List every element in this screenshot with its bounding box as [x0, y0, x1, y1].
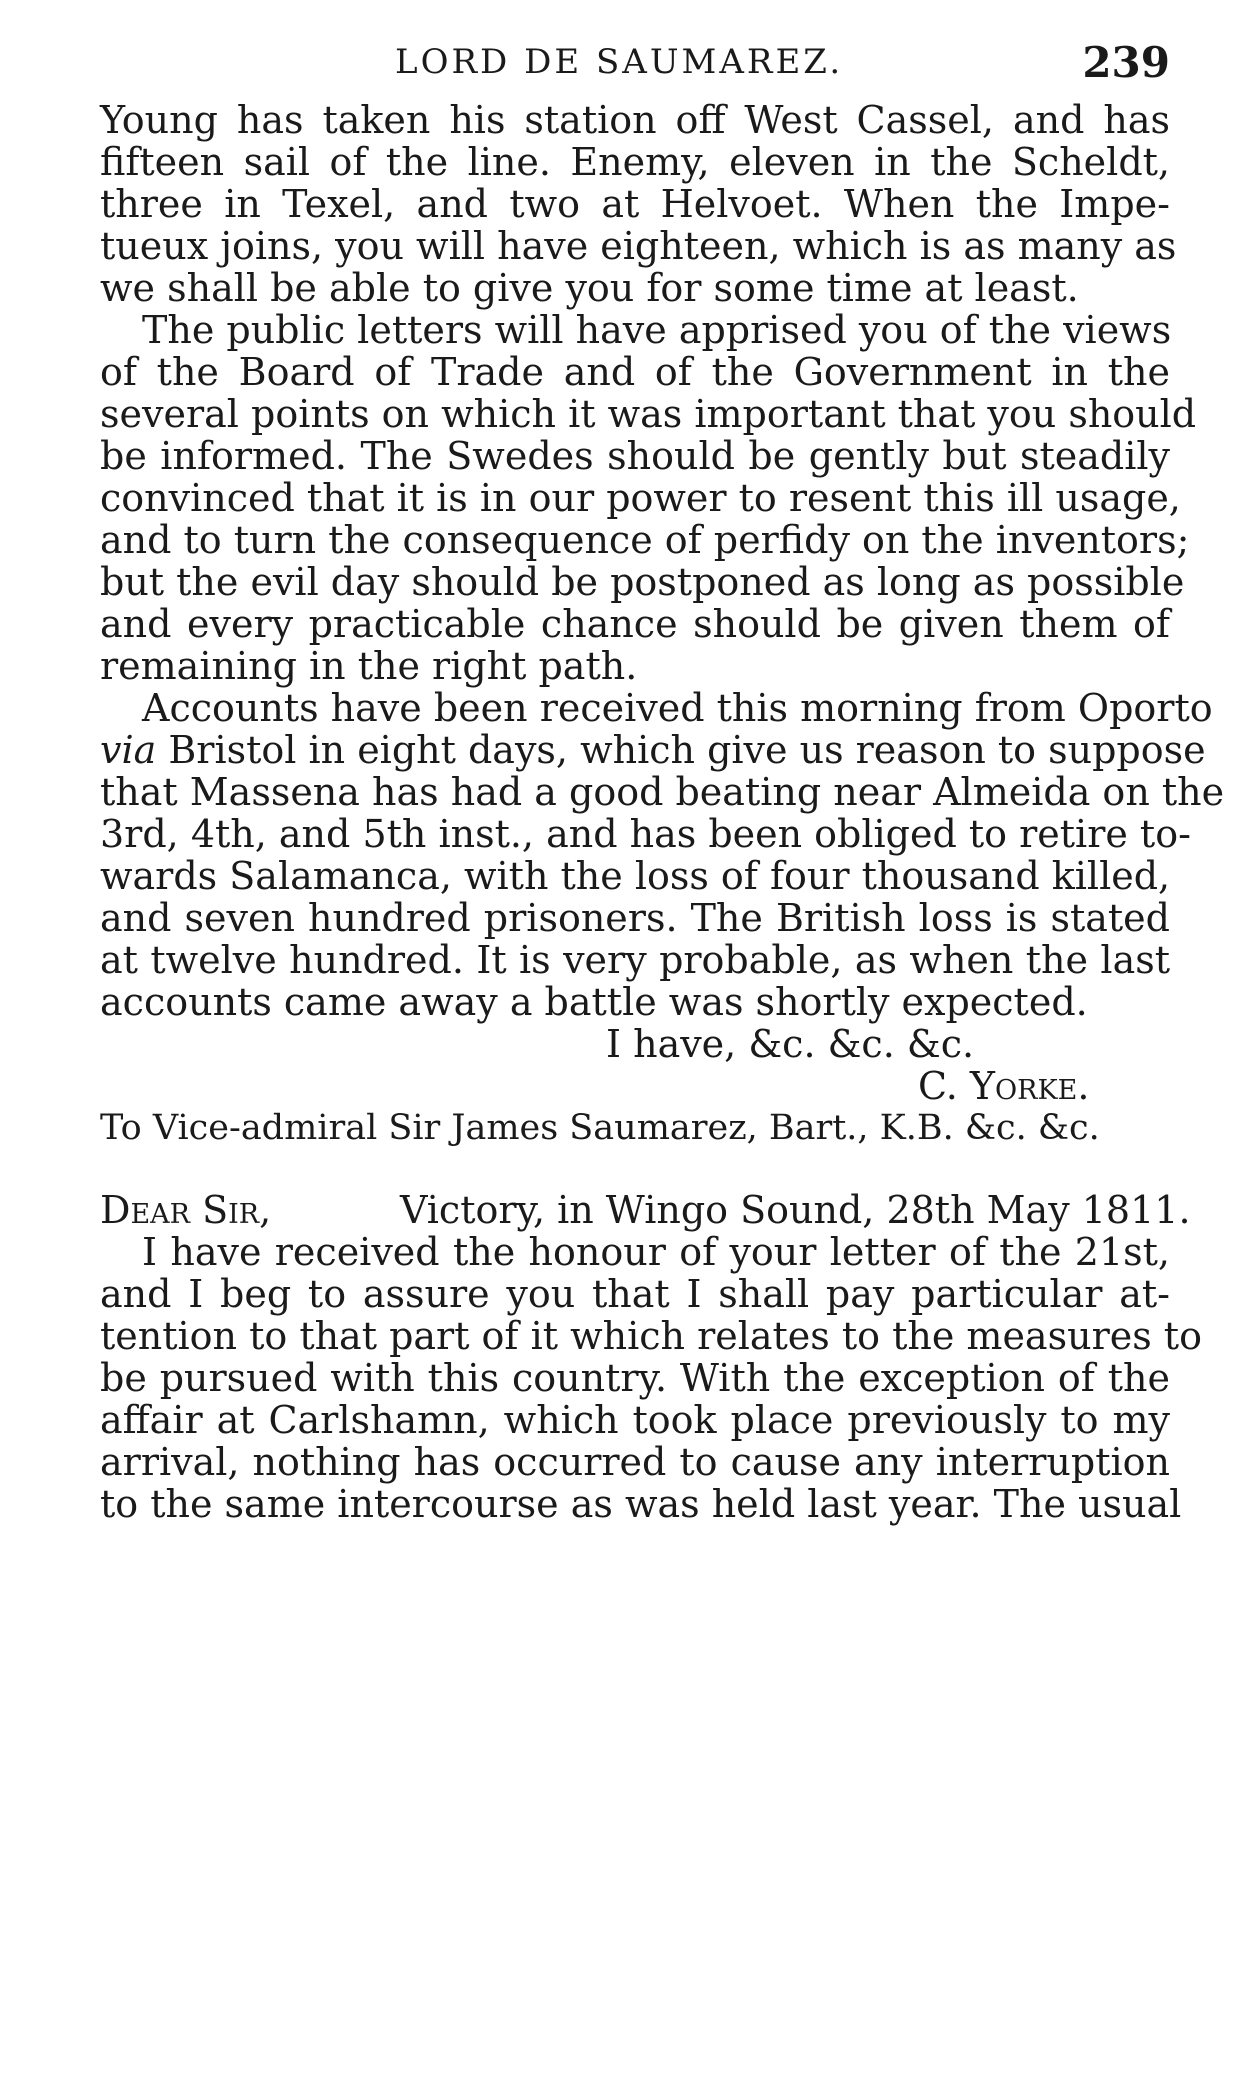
- text-line: at twelve hundred. It is very probable, as when the last: [100, 938, 1170, 982]
- text-line: several points on which it was important that you should: [100, 392, 1197, 436]
- text-line: be informed. The Swedes should be gently but steadily: [100, 434, 1170, 478]
- text-line: I have received the honour of your letter of the 21st,: [142, 1230, 1170, 1274]
- text-line: Young has taken his station off West Cassel, and has: [100, 98, 1170, 142]
- text-line: arrival, nothing has occurred to cause any interruption: [100, 1440, 1170, 1484]
- text-line: wards Salamanca, with the loss of four thousand killed,: [100, 854, 1171, 898]
- text-line: tueux joins, you will have eighteen, which is as many as: [100, 224, 1177, 268]
- signature-name: Yorke.: [969, 1064, 1090, 1108]
- text-line: Accounts have been received this morning from Oporto: [142, 686, 1213, 730]
- text-line: fifteen sail of the line. Enemy, eleven in the Scheldt,: [100, 140, 1170, 184]
- text-line: remaining in the right path.: [100, 644, 638, 688]
- text-line: and I beg to assure you that I shall pay particular at-: [100, 1272, 1170, 1316]
- letter-address: To Vice-admiral Sir James Saumarez, Bart., K.B. &c. &c.: [100, 1108, 1100, 1148]
- letter-closing: I have, &c. &c. &c.: [606, 1022, 975, 1066]
- text-line: accounts came away a battle was shortly expected.: [100, 980, 1088, 1024]
- text-line: The public letters will have apprised you of the views: [142, 308, 1172, 352]
- text-line: and seven hundred prisoners. The British loss is stated: [100, 896, 1170, 940]
- running-title: LORD DE SAUMAREZ.: [395, 42, 844, 82]
- page-number: 239: [1082, 38, 1170, 87]
- italic-via: via: [100, 728, 157, 772]
- text-line: 3rd, 4th, and 5th inst., and has been obliged to retire to-: [100, 812, 1191, 856]
- text-line: of the Board of Trade and of the Government in the: [100, 350, 1170, 394]
- text-line: be pursued with this country. With the exception of the: [100, 1356, 1170, 1400]
- text-line: affair at Carlshamn, which took place previously to my: [100, 1398, 1170, 1442]
- text-line: that Massena has had a good beating near Almeida on the: [100, 770, 1225, 814]
- salutation: Dear Sir,: [100, 1188, 272, 1232]
- signature-initial: C.: [918, 1064, 958, 1108]
- text-line-rest: Bristol in eight days, which give us reason to suppose: [156, 728, 1206, 772]
- text-line: three in Texel, and two at Helvoet. When the Impe-: [100, 182, 1170, 226]
- text-line: but the evil day should be postponed as long as possible: [100, 560, 1185, 604]
- dateline: Victory, in Wingo Sound, 28th May 1811.: [400, 1188, 1191, 1232]
- text-line: convinced that it is in our power to resent this ill usage,: [100, 476, 1181, 520]
- text-line: to the same intercourse as was held last year. The usual: [100, 1482, 1182, 1526]
- text-line: tention to that part of it which relates to the measures to: [100, 1314, 1202, 1358]
- text-line: we shall be able to give you for some time at least.: [100, 266, 1079, 310]
- text-line: and to turn the consequence of perfidy on the inventors;: [100, 518, 1190, 562]
- text-line: and every practicable chance should be given them of: [100, 602, 1170, 646]
